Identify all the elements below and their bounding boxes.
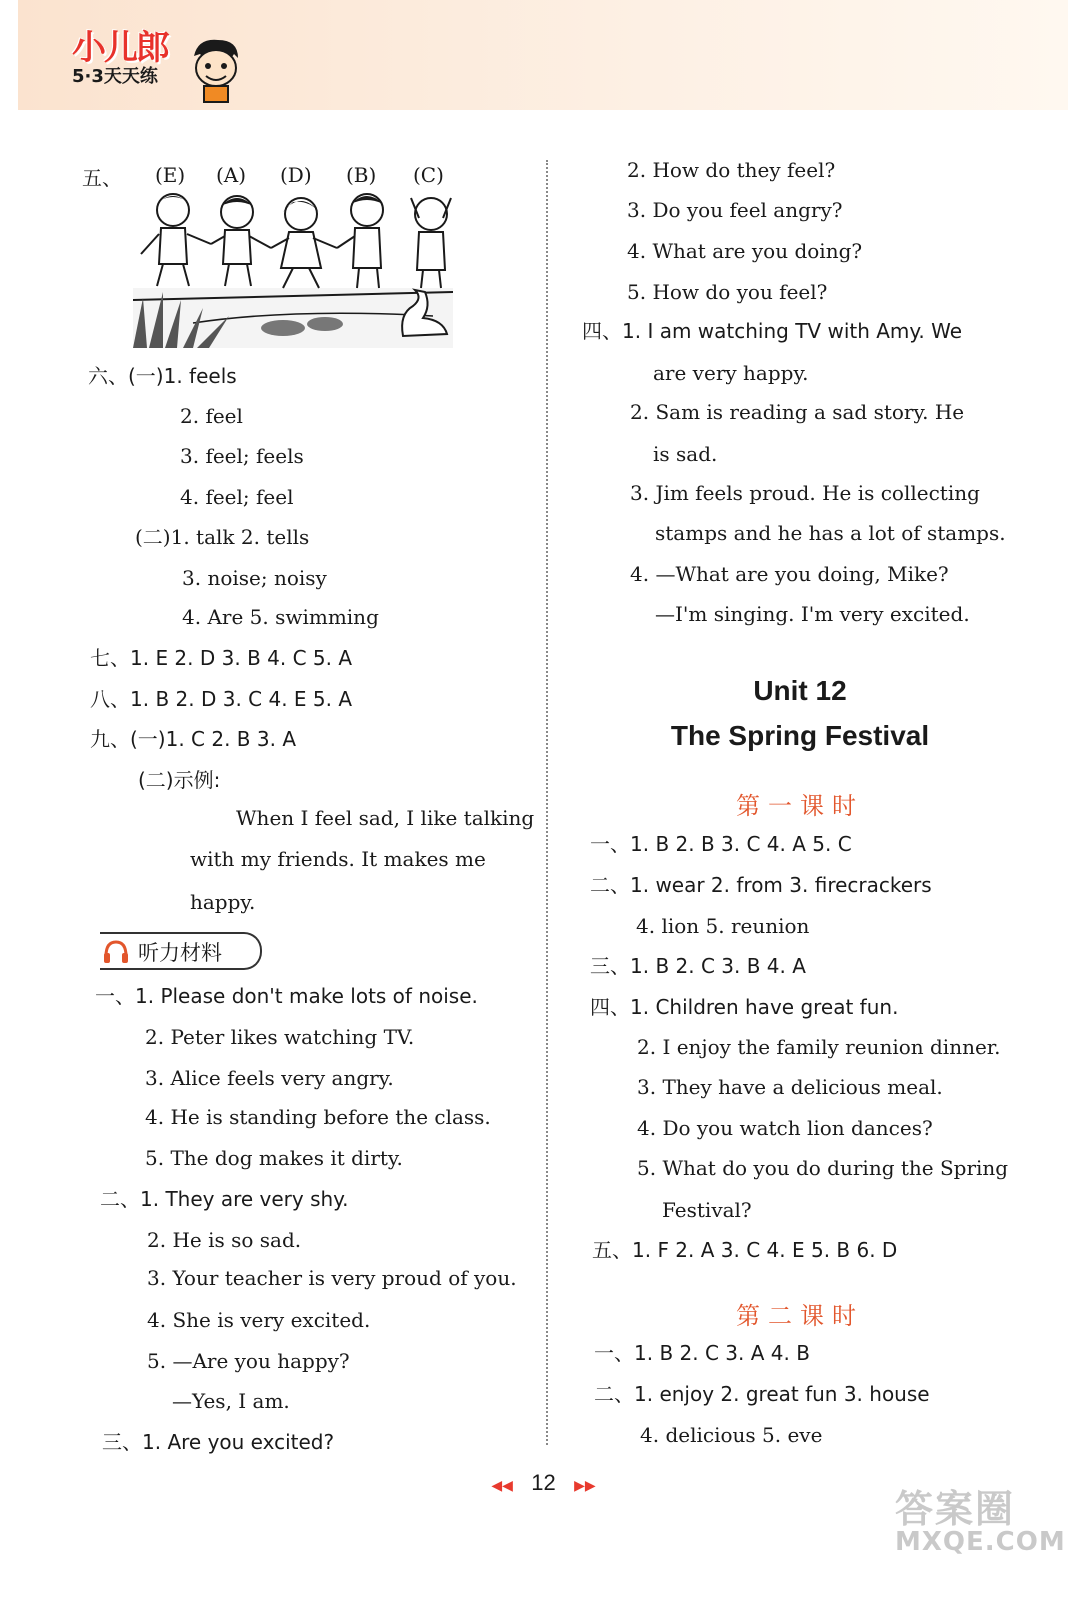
mascot-icon — [188, 36, 244, 104]
next-arrows-icon: ▶▶ — [574, 1477, 596, 1493]
answer-line: 5. What do you do during the Spring — [637, 1156, 1009, 1180]
page-number: 12 — [531, 1470, 556, 1495]
transcript-line: is sad. — [653, 442, 718, 466]
answer-line: (二)1. talk 2. tells — [135, 525, 310, 549]
section-5-label: 五、 — [82, 166, 122, 190]
answer-line: 四、1. Children have great fun. — [590, 995, 899, 1019]
brand-logo — [72, 30, 168, 88]
answer-line: 一、1. B 2. C 3. A 4. B — [594, 1341, 810, 1365]
answer-line: 3. noise; noisy — [182, 566, 327, 590]
answer-line: happy. — [190, 890, 256, 914]
answer-letter: (C) — [413, 163, 444, 187]
lesson-1-heading: 第一课时 — [736, 792, 864, 820]
transcript-line: 三、1. Are you excited? — [102, 1430, 335, 1454]
answer-line: 七、1. E 2. D 3. B 4. C 5. A — [90, 646, 353, 670]
transcript-line: 2. Peter likes watching TV. — [145, 1025, 415, 1049]
transcript-line: 3. Jim feels proud. He is collecting — [630, 481, 980, 505]
transcript-line: 四、1. I am watching TV with Amy. We — [582, 319, 963, 343]
watermark-line-2: MXQE.COM — [895, 1527, 1066, 1557]
listening-material-label: 听力材料 — [138, 941, 222, 965]
prev-arrows-icon: ◀◀ — [491, 1477, 513, 1493]
answer-line: 五、1. F 2. A 3. C 4. E 5. B 6. D — [592, 1238, 898, 1262]
answer-line: 九、(一)1. C 2. B 3. A — [90, 727, 297, 751]
logo-main-text: 小儿郎 — [72, 28, 168, 68]
transcript-line: 4. He is standing before the class. — [145, 1105, 491, 1129]
answer-line: Festival? — [662, 1198, 752, 1222]
answer-line: 2. I enjoy the family reunion dinner. — [637, 1035, 1001, 1059]
answer-line: 4. feel; feel — [180, 485, 294, 509]
answer-line: 二、1. wear 2. from 3. firecrackers — [590, 873, 932, 897]
transcript-line: 3. Your teacher is very proud of you. — [147, 1266, 517, 1290]
header-band — [18, 0, 1068, 110]
column-divider — [546, 160, 548, 1445]
answer-line: 4. lion 5. reunion — [636, 914, 810, 938]
transcript-line: 2. How do they feel? — [627, 158, 836, 182]
transcript-line: 二、1. They are very shy. — [100, 1187, 349, 1211]
lesson-2-heading: 第二课时 — [736, 1302, 864, 1330]
transcript-line: 4. —What are you doing, Mike? — [630, 562, 949, 586]
transcript-line: 4. She is very excited. — [147, 1308, 371, 1332]
answer-line: (二)示例: — [138, 768, 221, 792]
logo-sub-text: 5·3天天练 — [72, 66, 158, 87]
unit-number: Unit 12 — [753, 675, 847, 706]
answer-letter: (B) — [346, 163, 377, 187]
answer-line: 六、(一)1. feels — [88, 364, 237, 388]
answer-line: 4. delicious 5. eve — [640, 1423, 823, 1447]
answer-line: 4. Are 5. swimming — [182, 605, 379, 629]
unit-title: The Spring Festival — [670, 720, 930, 751]
transcript-line: 2. Sam is reading a sad story. He — [630, 400, 965, 424]
transcript-line: 5. —Are you happy? — [147, 1349, 350, 1373]
answer-line: 3. feel; feels — [180, 444, 304, 468]
watermark-line-1: 答案圈 — [895, 1487, 1016, 1531]
answer-line: with my friends. It makes me — [190, 847, 486, 871]
transcript-line: 3. Alice feels very angry. — [145, 1066, 394, 1090]
children-illustration — [133, 188, 453, 348]
transcript-line: 5. How do you feel? — [627, 280, 828, 304]
listening-material-tag — [100, 932, 262, 970]
answer-line: 二、1. enjoy 2. great fun 3. house — [594, 1382, 930, 1406]
answer-line: When I feel sad, I like talking — [236, 806, 535, 830]
transcript-line: —I'm singing. I'm very excited. — [655, 602, 970, 626]
transcript-line: 一、1. Please don't make lots of noise. — [95, 984, 478, 1008]
answer-letter: (A) — [216, 163, 247, 187]
transcript-line: 4. What are you doing? — [627, 239, 863, 263]
transcript-line: 2. He is so sad. — [147, 1228, 302, 1252]
transcript-line: stamps and he has a lot of stamps. — [655, 521, 1006, 545]
watermark — [895, 1478, 1066, 1557]
answer-line: 三、1. B 2. C 3. B 4. A — [590, 954, 806, 978]
answer-line: 3. They have a delicious meal. — [637, 1075, 943, 1099]
transcript-line: —Yes, I am. — [172, 1389, 290, 1413]
answer-line: 4. Do you watch lion dances? — [637, 1116, 933, 1140]
answer-letter: (E) — [155, 163, 186, 187]
transcript-line: 5. The dog makes it dirty. — [145, 1146, 403, 1170]
answer-letter: (D) — [280, 163, 312, 187]
answer-line: 2. feel — [180, 404, 243, 428]
transcript-line: 3. Do you feel angry? — [627, 198, 843, 222]
answer-line: 八、1. B 2. D 3. C 4. E 5. A — [90, 687, 353, 711]
answer-line: 一、1. B 2. B 3. C 4. A 5. C — [590, 832, 852, 856]
transcript-line: are very happy. — [653, 361, 809, 385]
headphones-icon — [102, 940, 130, 964]
